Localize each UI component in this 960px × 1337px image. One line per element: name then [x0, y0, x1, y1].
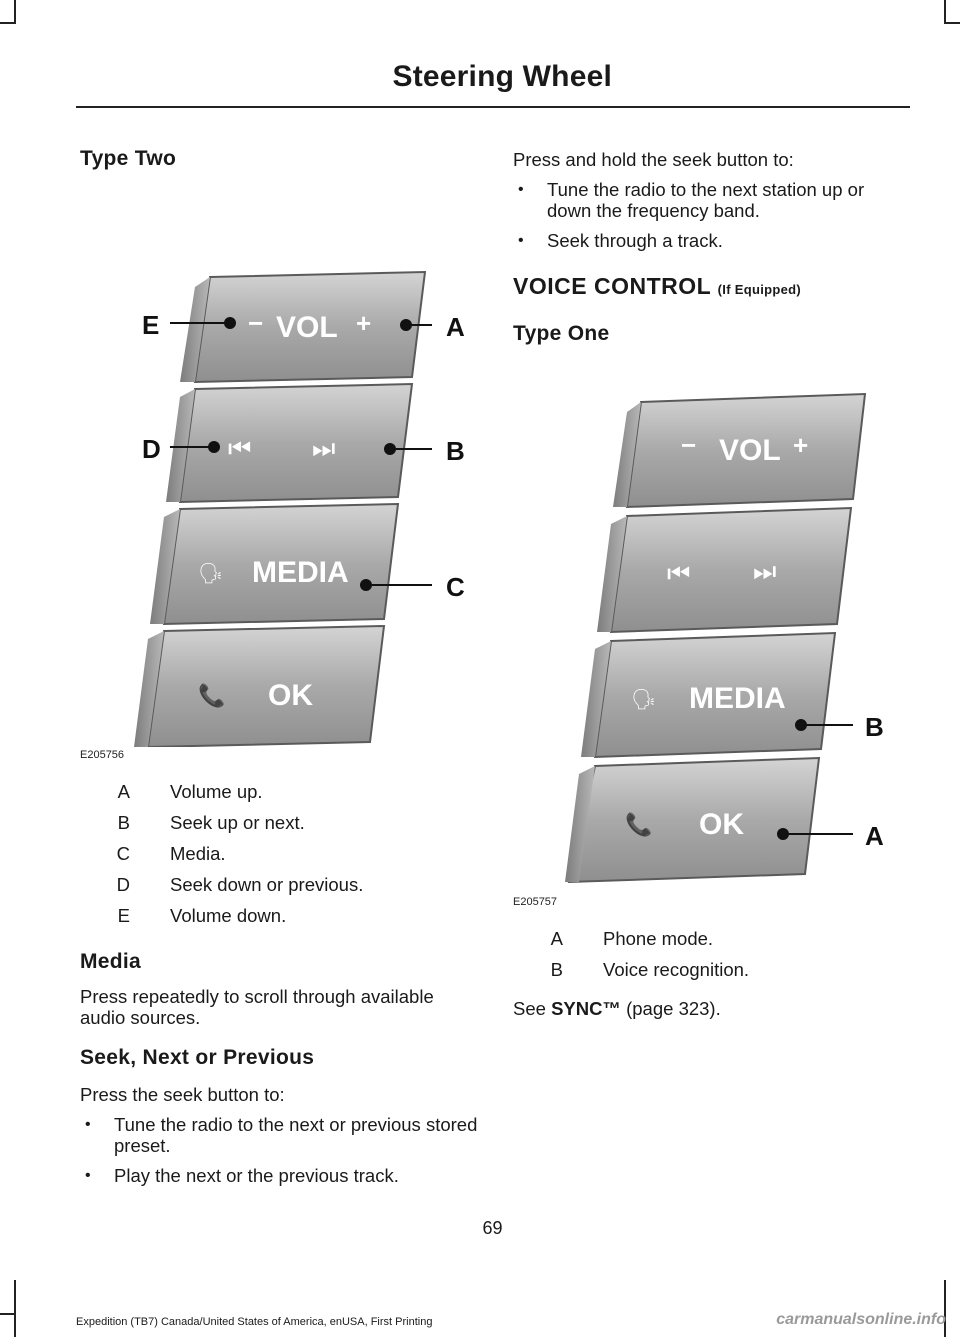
legend-text: Volume down. [170, 905, 287, 926]
vol-label: VOL [276, 311, 338, 344]
steering-controls-illustration [80, 187, 480, 747]
right-column [513, 140, 913, 1019]
vol-button[interactable] [180, 272, 425, 382]
section-title: VOICE CONTROL [513, 273, 711, 299]
see-suffix: (page 323). [626, 998, 721, 1019]
watermark: carmanualsonline.info [776, 1311, 946, 1328]
legend-text: Media. [170, 843, 226, 864]
seek-bullets [80, 1114, 480, 1186]
bullet-item: • Seek through a track. [513, 230, 913, 251]
legend-row [80, 781, 440, 802]
page-title: Steering Wheel [392, 60, 612, 93]
hold-bullets [513, 179, 913, 251]
type-one-heading: Type One [513, 322, 610, 345]
bullet-item: • Tune the radio to the next station up or down the frequency band. [513, 179, 913, 221]
callout-a: A [865, 821, 884, 851]
media-label: MEDIA [689, 682, 786, 715]
legend-row [80, 874, 440, 895]
crop-mark [944, 22, 960, 24]
legend-key: B [117, 812, 130, 833]
vol-plus-label: + [793, 430, 809, 460]
phone-icon: 📞 [625, 812, 653, 837]
title-rule [76, 106, 910, 108]
legend-key: E [117, 905, 130, 926]
ok-label: OK [699, 808, 744, 841]
legend-text: Voice recognition. [603, 959, 750, 980]
legend-row [80, 843, 440, 864]
legend-text: Seek up or next. [170, 812, 305, 833]
section-qualifier: (If Equipped) [717, 282, 801, 297]
seek-button[interactable] [166, 384, 412, 502]
bullet-item: • Play the next or the previous track. [80, 1165, 480, 1186]
hold-intro: Press and hold the seek button to: [513, 149, 794, 170]
voice-control-heading [513, 273, 913, 300]
vol-minus-label: − [248, 308, 264, 338]
legend-key: A [550, 928, 563, 949]
vol-button[interactable] [613, 394, 865, 507]
crop-mark [14, 0, 16, 24]
figure-type-one [513, 374, 913, 894]
vol-minus-label: − [681, 430, 697, 460]
callout-a: A [446, 312, 465, 342]
legend-text: Volume up. [170, 781, 263, 802]
seek-intro: Press the seek button to: [80, 1084, 285, 1105]
page-number: 69 [482, 1218, 503, 1238]
callout-b: B [865, 712, 884, 742]
seek-button[interactable] [597, 508, 851, 632]
legend-type-one [513, 928, 873, 980]
crop-mark [944, 0, 946, 24]
see-sync-reference [513, 998, 913, 1019]
legend-row [513, 928, 873, 949]
phone-icon: 📞 [198, 683, 226, 708]
bullet-item: • Tune the radio to the next or previous stored preset. [80, 1114, 480, 1156]
crop-mark [0, 22, 16, 24]
see-prefix: See [513, 998, 546, 1019]
seek-prev-icon: ⏮ [667, 558, 691, 588]
figure-type-two [80, 187, 480, 747]
footer-text: Expedition (TB7) Canada/United States of America, enUSA, First Printing [76, 1316, 433, 1328]
figure-id: E205757 [513, 896, 558, 908]
media-button[interactable] [581, 633, 835, 757]
seek-next-icon: ⏭ [753, 556, 777, 586]
ok-button[interactable] [565, 758, 819, 882]
legend-row [513, 959, 873, 980]
crop-mark [0, 1313, 16, 1315]
voice-icon: 🗣 [631, 689, 657, 711]
legend-key: A [117, 781, 130, 802]
media-text: Press repeatedly to scroll through available audio sources. [80, 986, 434, 1028]
legend-text: Seek down or previous. [170, 874, 364, 895]
vol-plus-label: + [356, 308, 372, 338]
sync-link[interactable]: SYNC™ [551, 998, 621, 1019]
left-column [80, 140, 480, 1195]
legend-row [80, 812, 440, 833]
media-label: MEDIA [252, 556, 349, 589]
ok-label: OK [268, 679, 313, 712]
callout-e: E [142, 310, 160, 340]
media-button[interactable] [150, 504, 398, 624]
legend-type-two [80, 781, 440, 926]
legend-text: Phone mode. [603, 928, 714, 949]
vol-label: VOL [719, 434, 781, 467]
voice-icon: 🗣 [198, 563, 224, 585]
seek-prev-icon: ⏮ [228, 433, 252, 463]
ok-button[interactable] [134, 626, 384, 747]
legend-key: C [116, 843, 130, 864]
legend-key: B [550, 959, 563, 980]
callout-c: C [446, 572, 465, 602]
media-heading: Media [80, 950, 142, 973]
steering-controls-illustration [513, 374, 913, 894]
type-two-heading: Type Two [80, 147, 177, 170]
figure-id: E205756 [80, 749, 125, 761]
callout-b: B [446, 436, 465, 466]
legend-key: D [116, 874, 130, 895]
crop-mark [14, 1280, 16, 1337]
legend-row [80, 905, 440, 926]
callout-d: D [142, 434, 161, 464]
seek-next-icon: ⏭ [312, 433, 336, 463]
seek-heading: Seek, Next or Previous [80, 1046, 315, 1069]
